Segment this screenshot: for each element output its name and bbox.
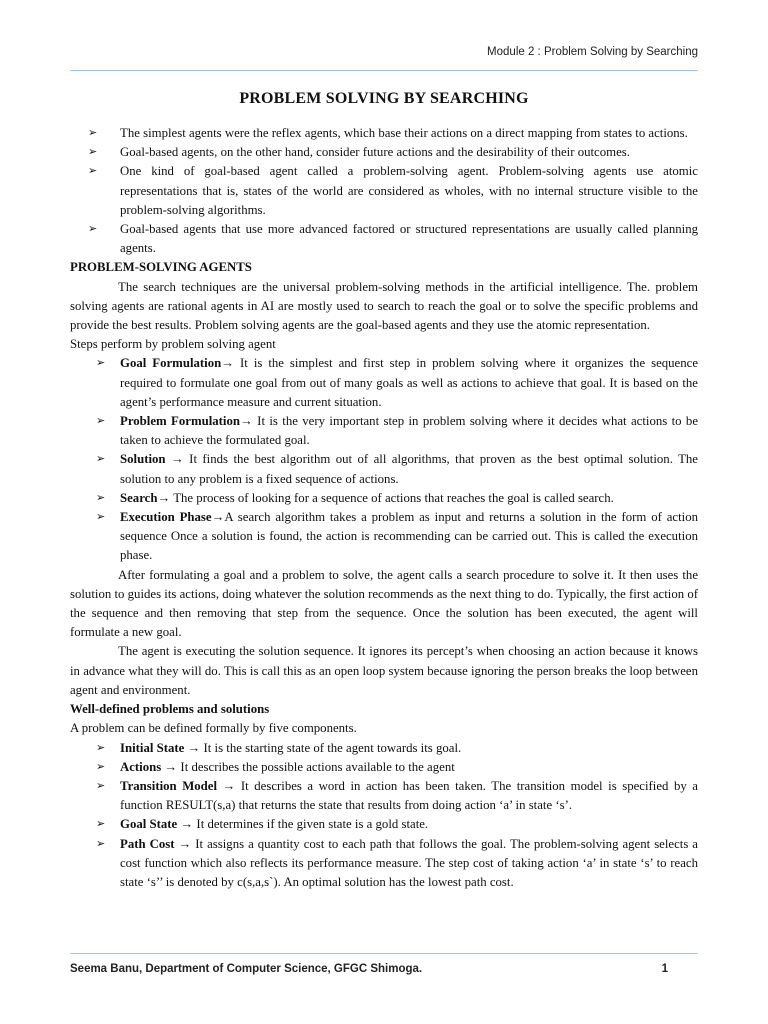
list-item: ➢ One kind of goal-based agent called a problem-solving agent. Problem-solving agents use atomic representations that is, states of the world are considered as wholes, with no internal structure visible to the problem-solving algorithms. bbox=[88, 164, 698, 217]
arrowhead-bullet-icon: ➢ bbox=[96, 357, 106, 370]
arrowhead-bullet-icon: ➢ bbox=[88, 127, 98, 139]
footer-rule bbox=[70, 953, 698, 954]
paragraph: After formulating a goal and a problem to solve, the agent calls a search procedure to solve it. It then uses the solution to guides its actions, doing whatever the solution recommends as the next thing to do. Typically, the first action of the sequence and then removing that step from the sequence. Once the solution has been executed, the agent will formulate a new goal. bbox=[70, 567, 698, 640]
arrowhead-bullet-icon: ➢ bbox=[96, 760, 106, 773]
arrowhead-bullet-icon: ➢ bbox=[96, 511, 106, 524]
arrowhead-bullet-icon: ➢ bbox=[88, 146, 98, 159]
components-intro: A problem can be defined formally by five components. bbox=[70, 721, 357, 736]
document-body bbox=[70, 124, 698, 892]
arrowhead-bullet-icon: ➢ bbox=[88, 165, 98, 178]
arrowhead-bullet-icon: ➢ bbox=[96, 453, 106, 466]
list-item: ➢ Goal-based agents that use more advanced factored or structured representations are usually called planning agents. bbox=[88, 222, 698, 256]
running-header: Module 2 : Problem Solving by Searching bbox=[487, 46, 698, 58]
footer-author: Seema Banu, Department of Computer Science, GFGC Shimoga. bbox=[70, 963, 423, 975]
intro-bullet-list bbox=[70, 124, 698, 258]
component-term: Transition Model → bbox=[120, 778, 236, 793]
components-list bbox=[70, 739, 698, 893]
list-item: ➢ Path Cost → It assigns a quantity cost to each path that follows the goal. The problem-solving agent selects a cost function which also reflects its performance measure. The step cost of taking action ‘a’ in state ‘s’ to reach state ‘s’’ is denoted by c(s,a,s`). An optimal solution has the lowest path cost. bbox=[96, 836, 698, 889]
list-item: ➢ Problem Formulation→ It is the very important step in problem solving where it decides what actions to be taken to achieve the formulated goal. bbox=[96, 414, 698, 448]
component-term: Actions → bbox=[120, 759, 178, 774]
arrowhead-bullet-icon: ➢ bbox=[88, 223, 98, 236]
steps-list bbox=[70, 354, 698, 565]
step-term: Problem Formulation→ bbox=[120, 414, 253, 429]
list-item: ➢ Goal-based agents, on the other hand, consider future actions and the desirability of their outcomes. bbox=[70, 143, 698, 162]
page-number: 1 bbox=[661, 963, 668, 975]
list-item: ➢ Actions → It describes the possible actions available to the agent bbox=[70, 758, 698, 777]
step-term: Goal Formulation→ bbox=[120, 356, 235, 371]
step-term: Execution Phase→ bbox=[120, 510, 225, 525]
list-item: ➢ Goal State → It determines if the given state is a gold state. bbox=[70, 815, 698, 834]
arrowhead-bullet-icon: ➢ bbox=[96, 837, 106, 850]
list-item: ➢ Search→ The process of looking for a sequence of actions that reaches the goal is called search. bbox=[70, 489, 698, 508]
list-item: ➢ Goal Formulation→ It is the simplest and first step in problem solving where it organizes the sequence required to formulate one goal from out of many goals as well as actions to achieve that goal. It is based on the agent’s performance measure and current situation. bbox=[96, 356, 698, 409]
list-item: ➢ Solution → It finds the best algorithm out of all algorithms, that proven as the best optimal solution. The solution to any problem is a fixed sequence of actions. bbox=[96, 452, 698, 486]
page-title: PROBLEM SOLVING BY SEARCHING bbox=[239, 90, 529, 107]
section-heading-problem-solving-agents: PROBLEM-SOLVING AGENTS bbox=[70, 260, 252, 275]
list-item: ➢ Transition Model → It describes a word in action has been taken. The transition model is specified by a function RESULT(s,a) that returns the state that results from doing action ‘a’ in state ‘s’. bbox=[96, 778, 698, 813]
arrowhead-bullet-icon: ➢ bbox=[96, 779, 106, 792]
arrowhead-bullet-icon: ➢ bbox=[96, 415, 106, 428]
paragraph: The search techniques are the universal problem-solving methods in the artificial intelligence. The. problem solving agents are rational agents in AI are mostly used to search to reach the goal or to solve the specific problems and provide the best results. Problem solving agents are the goal-based agents and they use the atomic representation. bbox=[70, 279, 698, 333]
header-rule bbox=[70, 70, 698, 71]
paragraph: The agent is executing the solution sequence. It ignores its percept’s when choosing an action because it knows in advance what they will do. This is call this as an open loop system because ignoring the person breaks the loop between agent and environment. bbox=[70, 644, 698, 697]
component-term: Initial State → bbox=[120, 740, 201, 755]
arrowhead-bullet-icon: ➢ bbox=[96, 818, 106, 831]
list-item: ➢ The simplest agents were the reflex agents, which base their actions on a direct mapping from states to actions. bbox=[70, 124, 698, 143]
list-item: ➢ Initial State → It is the starting state of the agent towards its goal. bbox=[70, 739, 698, 758]
step-term: Search→ bbox=[120, 490, 171, 505]
component-term: Path Cost → bbox=[120, 836, 192, 851]
step-term: Solution → bbox=[120, 452, 184, 467]
component-term: Goal State → bbox=[120, 817, 194, 832]
arrowhead-bullet-icon: ➢ bbox=[96, 491, 106, 504]
list-item: ➢ Execution Phase→A search algorithm takes a problem as input and returns a solution in the form of action sequence Once a solution is found, the action is recommending can be carried out. This is called the execution phase. bbox=[96, 510, 698, 563]
section-heading-well-defined-problems: Well-defined problems and solutions bbox=[70, 702, 270, 717]
arrowhead-bullet-icon: ➢ bbox=[96, 741, 106, 754]
steps-intro: Steps perform by problem solving agent bbox=[70, 337, 276, 352]
